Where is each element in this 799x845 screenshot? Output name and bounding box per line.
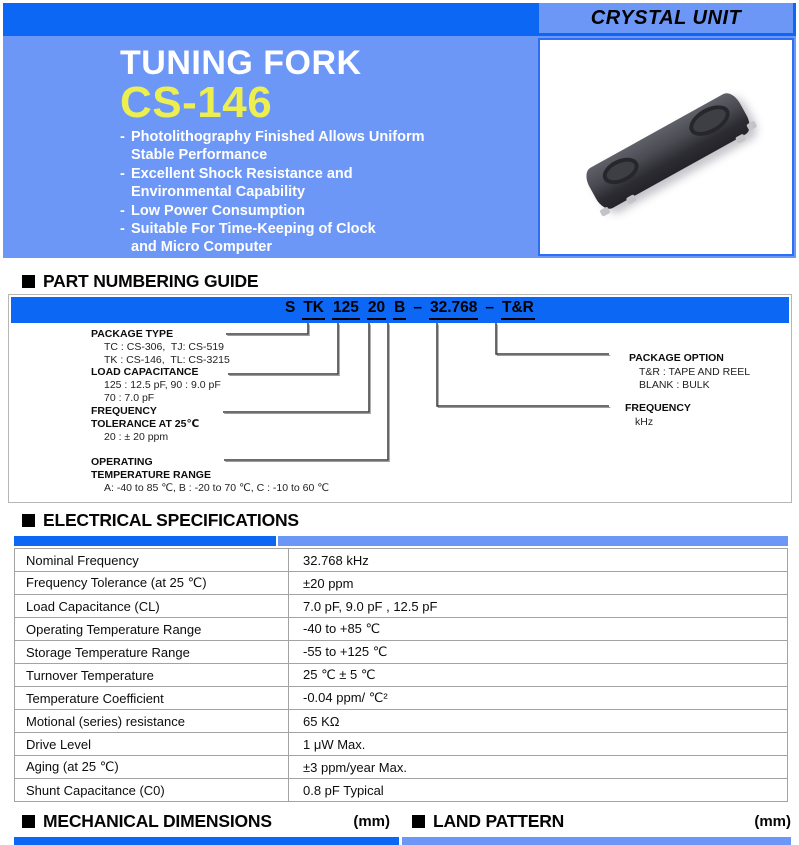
- spec-row: [15, 549, 788, 572]
- part-numbering-heading: [22, 271, 258, 292]
- feature-line: Stable Performance: [131, 147, 268, 164]
- code-option: T&R: [501, 299, 535, 320]
- spec-label: Storage Temperature Range: [15, 641, 289, 664]
- section-title: LAND PATTERN: [433, 811, 565, 831]
- land-pattern-heading: [412, 811, 791, 832]
- crystal-pad: [746, 120, 757, 130]
- code-dash: –: [413, 299, 422, 316]
- spec-value: -40 to +85 ℃: [289, 618, 788, 641]
- electrical-specs-table: [14, 536, 788, 802]
- spec-row: [15, 641, 788, 664]
- spec-row: [15, 756, 788, 779]
- feature-line: Environmental Capability: [131, 184, 306, 201]
- code-package: TK: [302, 299, 325, 320]
- spec-row: [15, 687, 788, 710]
- section-title: MECHANICAL DIMENSIONS: [43, 811, 272, 831]
- spec-value: 0.8 pF Typical: [289, 779, 788, 802]
- spec-header-right: [278, 536, 788, 546]
- label-operating-temperature: OPERATING TEMPERATURE RANGE A: -40 to 85 ℃, B : -20 to 70 ℃, C : -10 to 60 ℃: [91, 456, 330, 494]
- spec-header-left: [14, 536, 276, 546]
- spec-label: Temperature Coefficient: [15, 687, 289, 710]
- unit-label: (mm): [754, 813, 791, 830]
- product-series-title: TUNING FORK: [120, 44, 362, 82]
- feature-line: and Micro Computer: [131, 239, 272, 256]
- label-load-capacitance: LOAD CAPACITANCE 125 : 12.5 pF, 90 : 9.0 pF 70 : 7.0 pF: [91, 366, 221, 404]
- section-marker-icon: [22, 514, 35, 527]
- spec-row: [15, 572, 788, 595]
- spec-label: Nominal Frequency: [15, 549, 289, 572]
- model-number: CS-146: [120, 78, 273, 127]
- spec-label: Frequency Tolerance (at 25 ℃): [15, 572, 289, 595]
- label-package-type: PACKAGE TYPE TC : CS-306, TJ: CS-519 TK : CS-146, TL: CS-3215: [91, 328, 230, 366]
- spec-table-header: [14, 536, 788, 546]
- feature-line: - Photolithography Finished Allows Uniform: [120, 129, 425, 145]
- section-marker-icon: [22, 815, 35, 828]
- product-category-label: CRYSTAL UNIT: [590, 6, 742, 29]
- mechanical-dimensions-heading: [22, 811, 390, 832]
- label-frequency-tolerance: FREQUENCY TOLERANCE AT 25℃ 20 : ± 20 ppm: [91, 405, 200, 443]
- spec-value: -0.04 ppm/ ℃²: [289, 687, 788, 710]
- spec-value: 65 KΩ: [289, 710, 788, 733]
- crystal-pad: [626, 194, 637, 204]
- spec-row: [15, 595, 788, 618]
- spec-value: 1 μW Max.: [289, 733, 788, 756]
- crystal-recess: [684, 99, 735, 142]
- crystal-pad: [599, 206, 610, 216]
- section-marker-icon: [412, 815, 425, 828]
- unit-label: (mm): [353, 813, 390, 830]
- feature-line: - Suitable For Time-Keeping of Clock: [120, 221, 376, 238]
- spec-row: [15, 618, 788, 641]
- feature-line: - Low Power Consumption: [120, 202, 305, 219]
- crystal-recess: [599, 152, 643, 189]
- spec-value: ±3 ppm/year Max.: [289, 756, 788, 779]
- spec-label: Shunt Capacitance (C0): [15, 779, 289, 802]
- crystal-pad: [735, 133, 746, 143]
- spec-row: [15, 779, 788, 802]
- spec-row: [15, 710, 788, 733]
- label-package-option: PACKAGE OPTION T&R : TAPE AND REEL BLANK : BULK: [629, 352, 751, 391]
- electrical-specs-heading: [22, 510, 299, 531]
- product-category-banner: [539, 3, 793, 33]
- feature-list: [120, 128, 424, 257]
- section-marker-icon: [22, 275, 35, 288]
- spec-label: Drive Level: [15, 733, 289, 756]
- spec-value: ±20 ppm: [289, 572, 788, 595]
- code-tolerance: 20: [367, 299, 386, 320]
- code-load: 125: [332, 299, 360, 320]
- code-dash: –: [485, 299, 495, 316]
- spec-value: 32.768 kHz: [289, 549, 788, 572]
- hero-text: [120, 44, 424, 257]
- feature-line: - Excellent Shock Resistance and: [120, 165, 353, 182]
- land-pattern-section-bar: [402, 837, 791, 845]
- code-temp-range: B: [393, 299, 406, 320]
- mechanical-section-bar: [14, 837, 399, 845]
- product-photo-box: [538, 38, 794, 256]
- code-prefix: S: [285, 299, 296, 316]
- spec-label: Turnover Temperature: [15, 664, 289, 687]
- part-numbering-box: [8, 294, 792, 503]
- spec-value: -55 to +125 ℃: [289, 641, 788, 664]
- spec-label: Aging (at 25 ℃): [15, 756, 289, 779]
- label-frequency-unit: FREQUENCY kHz: [625, 402, 691, 428]
- spec-value: 25 ℃ ± 5 ℃: [289, 664, 788, 687]
- spec-row: [15, 664, 788, 687]
- spec-label: Motional (series) resistance: [15, 710, 289, 733]
- section-title: PART NUMBERING GUIDE: [43, 271, 259, 291]
- spec-value: 7.0 pF, 9.0 pF , 12.5 pF: [289, 595, 788, 618]
- spec-label: Operating Temperature Range: [15, 618, 289, 641]
- section-title: ELECTRICAL SPECIFICATIONS: [43, 510, 299, 530]
- spec-row: [15, 733, 788, 756]
- spec-label: Load Capacitance (CL): [15, 595, 289, 618]
- product-photo: [582, 89, 755, 213]
- code-frequency: 32.768: [429, 299, 478, 320]
